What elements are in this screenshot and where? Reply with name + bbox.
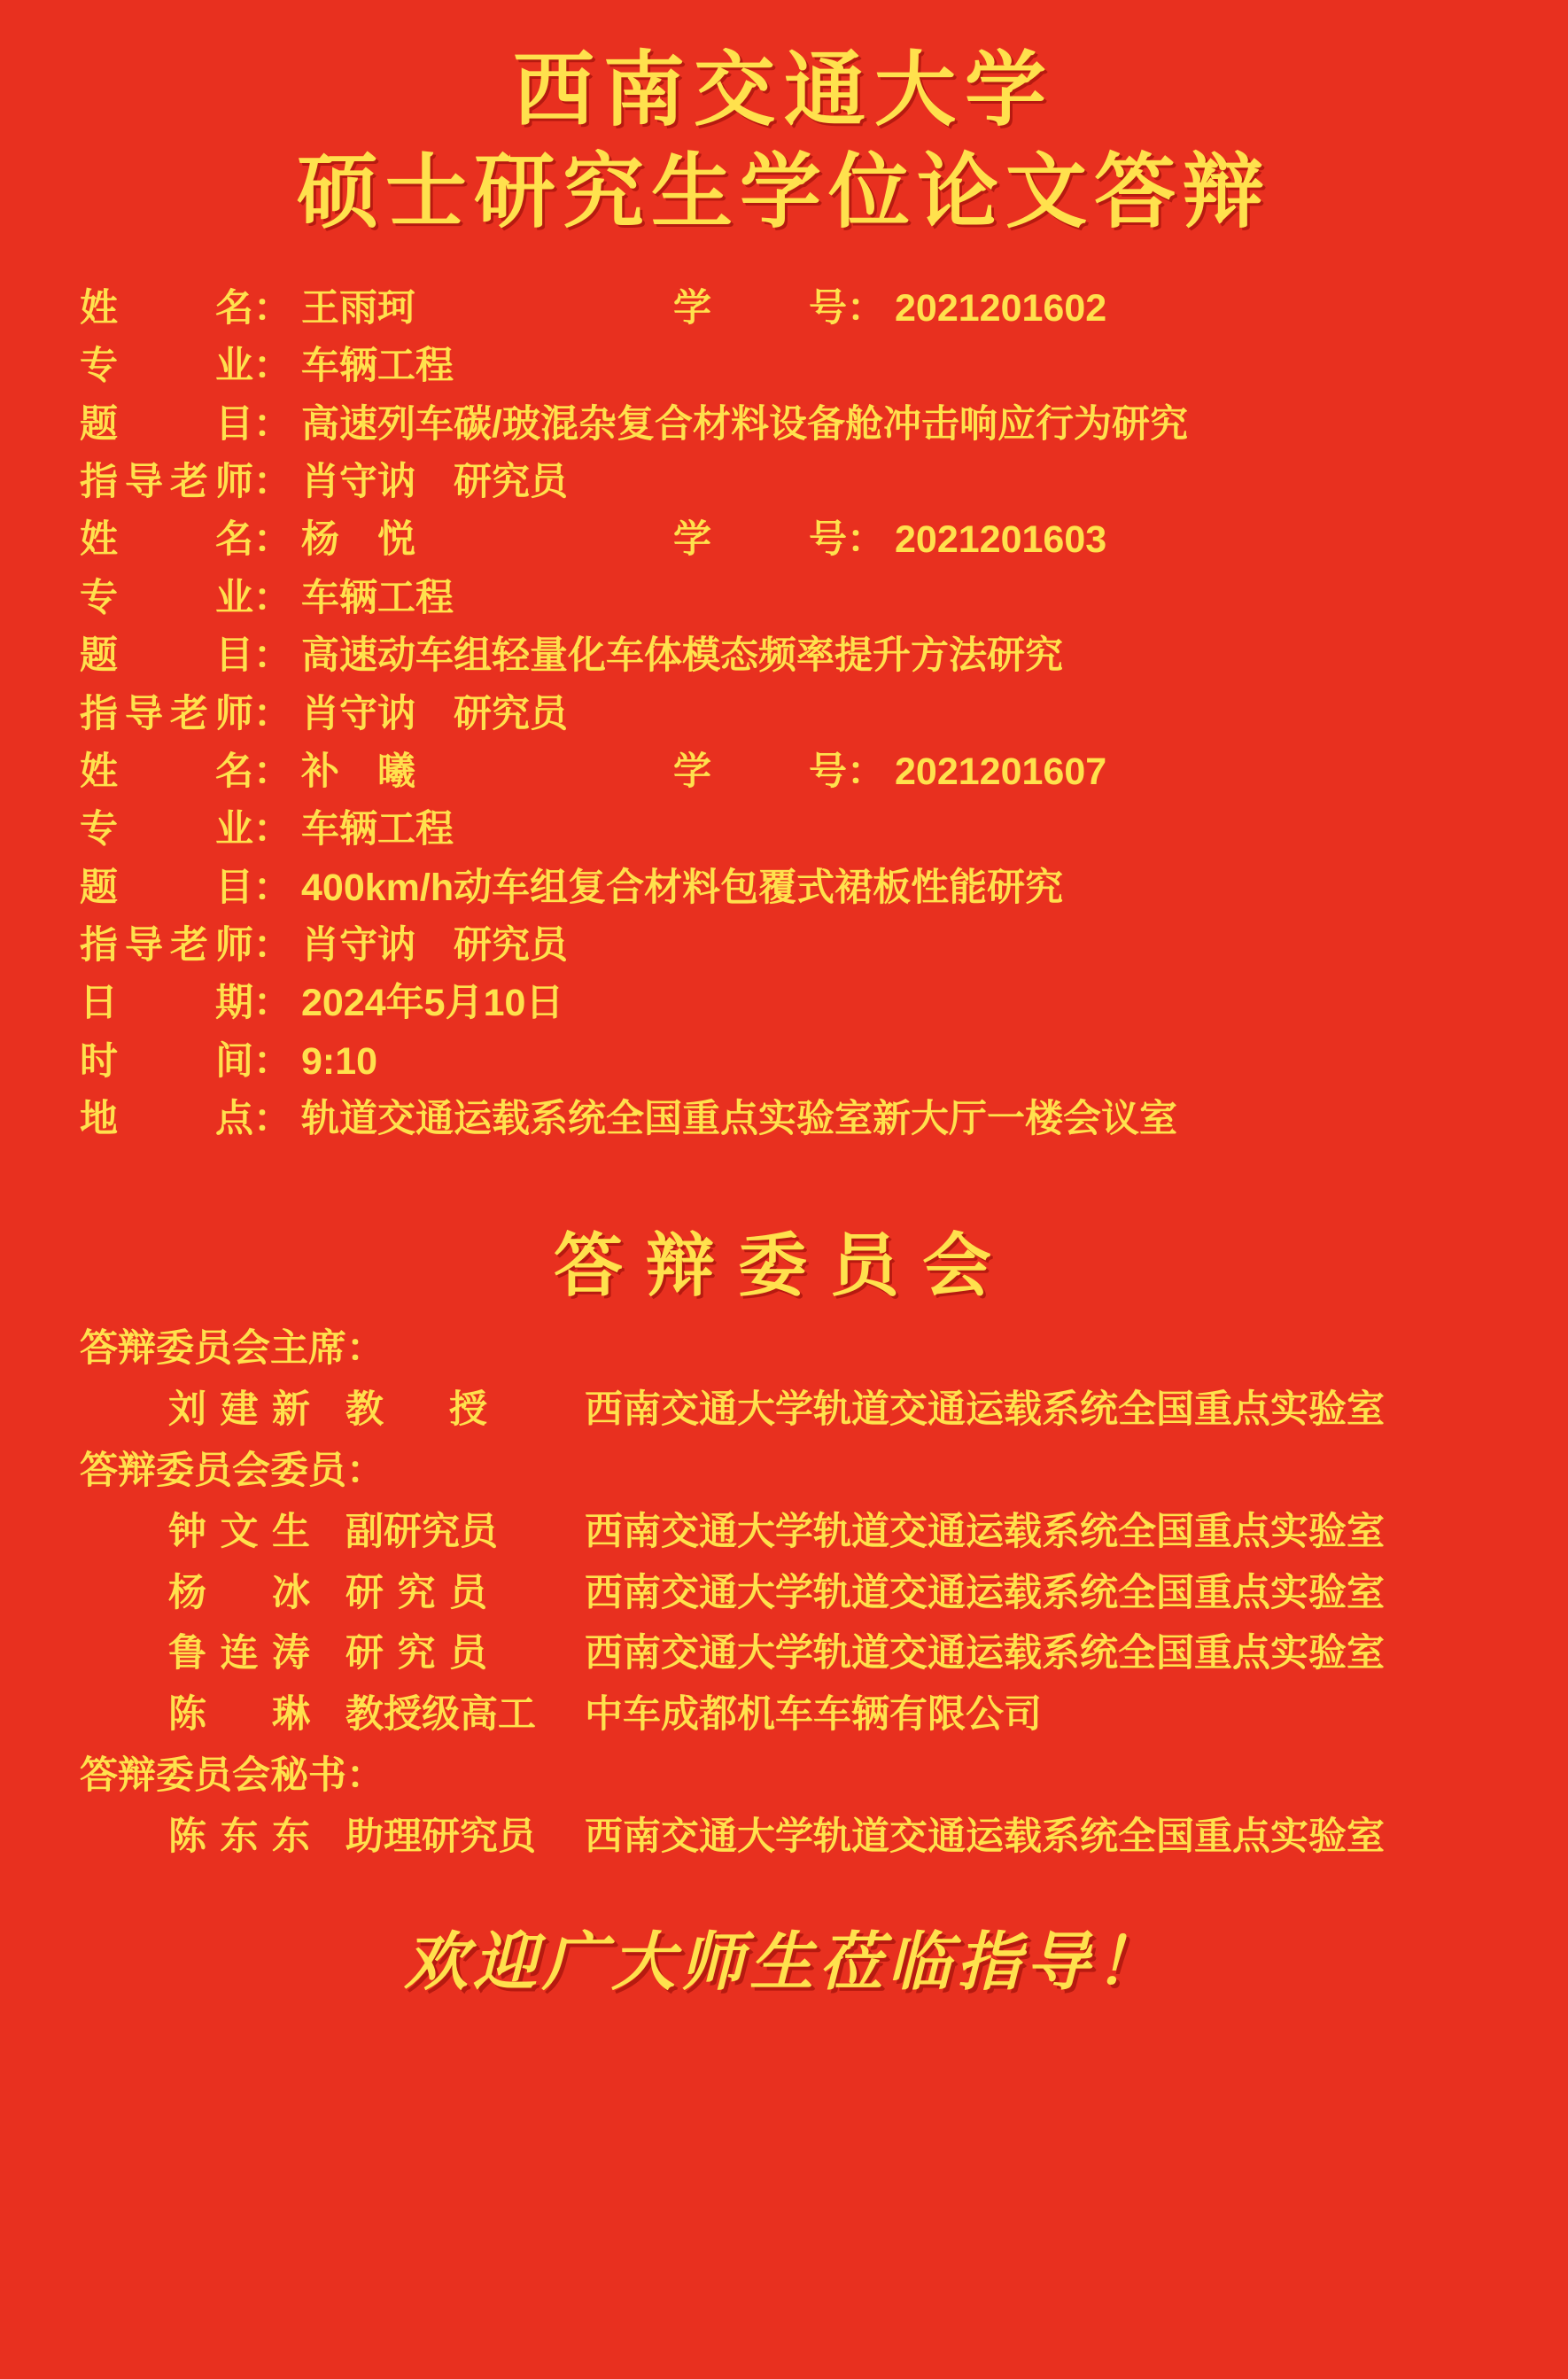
member-affiliation: 西南交通大学轨道交通运载系统全国重点实验室 [585,1510,1385,1553]
student-2-topic: 高速动车组轻量化车体模态频率提升方法研究 [301,634,1063,678]
student-2-id-group [673,511,1106,569]
committee-member-row [44,1684,1524,1745]
welcome-footer: 欢迎广大师生莅临指导！ [403,1926,1164,1998]
university-name: 西南交通大学 [512,45,1055,136]
defense-place: 轨道交通运载系统全国重点实验室新大厅一楼会议室 [301,1098,1177,1141]
student-2-advisor-row [80,686,1524,743]
student-3-topic-row [80,859,1524,917]
student-3-major-row [80,801,1524,859]
chair-name: 刘建新 [168,1388,310,1432]
secretary-name: 陈东东 [168,1815,310,1858]
committee-chair-heading: 答辩委员会主席： [80,1327,384,1371]
committee-members-heading: 答辩委员会委员： [80,1449,384,1492]
student-1-topic-row [80,396,1524,454]
label-time: 时 间： [80,1039,291,1083]
committee-secretary-row [44,1807,1524,1868]
label-advisor: 指导老师： [80,461,291,504]
label-topic: 题 目： [80,402,291,446]
member-name: 杨 冰 [168,1571,310,1614]
student-3-name-row [80,743,1524,801]
member-title: 研究员 [345,1632,487,1675]
student-1-advisor: 肖守讷 研究员 [301,461,568,504]
label-topic: 题 目： [80,866,291,909]
label-topic: 题 目： [80,634,291,678]
defense-date: 2024年5月10日 [301,982,564,1025]
label-advisor: 指导老师： [80,923,291,967]
poster-title-block [44,0,1524,246]
label-name: 姓 名： [80,286,291,330]
student-1-major-row [80,338,1524,395]
label-major: 专 业： [80,808,291,851]
member-name: 陈 琳 [168,1693,310,1737]
label-name: 姓 名： [80,518,291,562]
student-1-name-row [80,280,1524,338]
student-2-name-row [80,511,1524,569]
student-1-id: 2021201602 [895,286,1107,330]
label-place: 地 点： [80,1098,291,1141]
secretary-affiliation: 西南交通大学轨道交通运载系统全国重点实验室 [585,1815,1385,1858]
student-1-major: 车辆工程 [301,345,454,388]
students-info-block [44,280,1524,1148]
label-major: 专 业： [80,345,291,388]
label-student-id: 学 号： [673,750,885,793]
time-row [80,1033,1524,1091]
student-2-major-row [80,570,1524,627]
committee-chair-row [44,1380,1524,1441]
label-student-id: 学 号： [673,286,885,330]
student-3-advisor-row [80,917,1524,975]
member-name: 鲁连涛 [168,1632,310,1675]
student-3-id: 2021201607 [895,750,1107,793]
committee-section-title: 答辩委员会 [553,1226,1014,1305]
member-affiliation: 西南交通大学轨道交通运载系统全国重点实验室 [585,1571,1385,1614]
student-3-topic: 400km/h动车组复合材料包覆式裙板性能研究 [301,866,1064,909]
defense-time: 9:10 [301,1039,378,1083]
member-name: 钟文生 [168,1510,310,1553]
member-title: 研究员 [345,1571,487,1614]
label-name: 姓 名： [80,750,291,793]
date-row [80,975,1524,1032]
student-1-advisor-row [80,454,1524,511]
label-date: 日 期： [80,982,291,1025]
member-affiliation: 西南交通大学轨道交通运载系统全国重点实验室 [585,1632,1385,1675]
student-1-id-group [673,280,1106,338]
secretary-title: 助理研究员 [345,1815,536,1858]
label-advisor: 指导老师： [80,692,291,735]
committee-member-row [44,1502,1524,1563]
chair-title: 教 授 [345,1388,487,1432]
member-title: 教授级高工 [345,1693,536,1737]
student-1-name: 王雨珂 [301,286,415,330]
committee-block [44,1318,1524,1867]
student-3-major: 车辆工程 [301,808,454,851]
student-3-name: 补 曦 [301,750,415,793]
page-title: 硕士研究生学位论文答辩 [296,146,1271,237]
label-major: 专 业： [80,576,291,619]
student-2-advisor: 肖守讷 研究员 [301,692,568,735]
student-2-name: 杨 悦 [301,518,415,562]
committee-member-row [44,1623,1524,1684]
member-title: 副研究员 [345,1510,498,1553]
member-affiliation: 中车成都机车车辆有限公司 [585,1693,1042,1737]
student-3-advisor: 肖守讷 研究员 [301,923,568,967]
student-3-id-group [673,743,1106,801]
student-2-major: 车辆工程 [301,576,454,619]
committee-secretary-heading: 答辩委员会秘书： [80,1753,384,1797]
place-row [80,1091,1524,1148]
label-student-id: 学 号： [673,518,885,562]
committee-member-row [44,1563,1524,1624]
student-2-id: 2021201603 [895,518,1107,562]
student-1-topic: 高速列车碳/玻混杂复合材料设备舱冲击响应行为研究 [301,402,1188,446]
student-2-topic-row [80,627,1524,685]
chair-affiliation: 西南交通大学轨道交通运载系统全国重点实验室 [585,1388,1385,1432]
